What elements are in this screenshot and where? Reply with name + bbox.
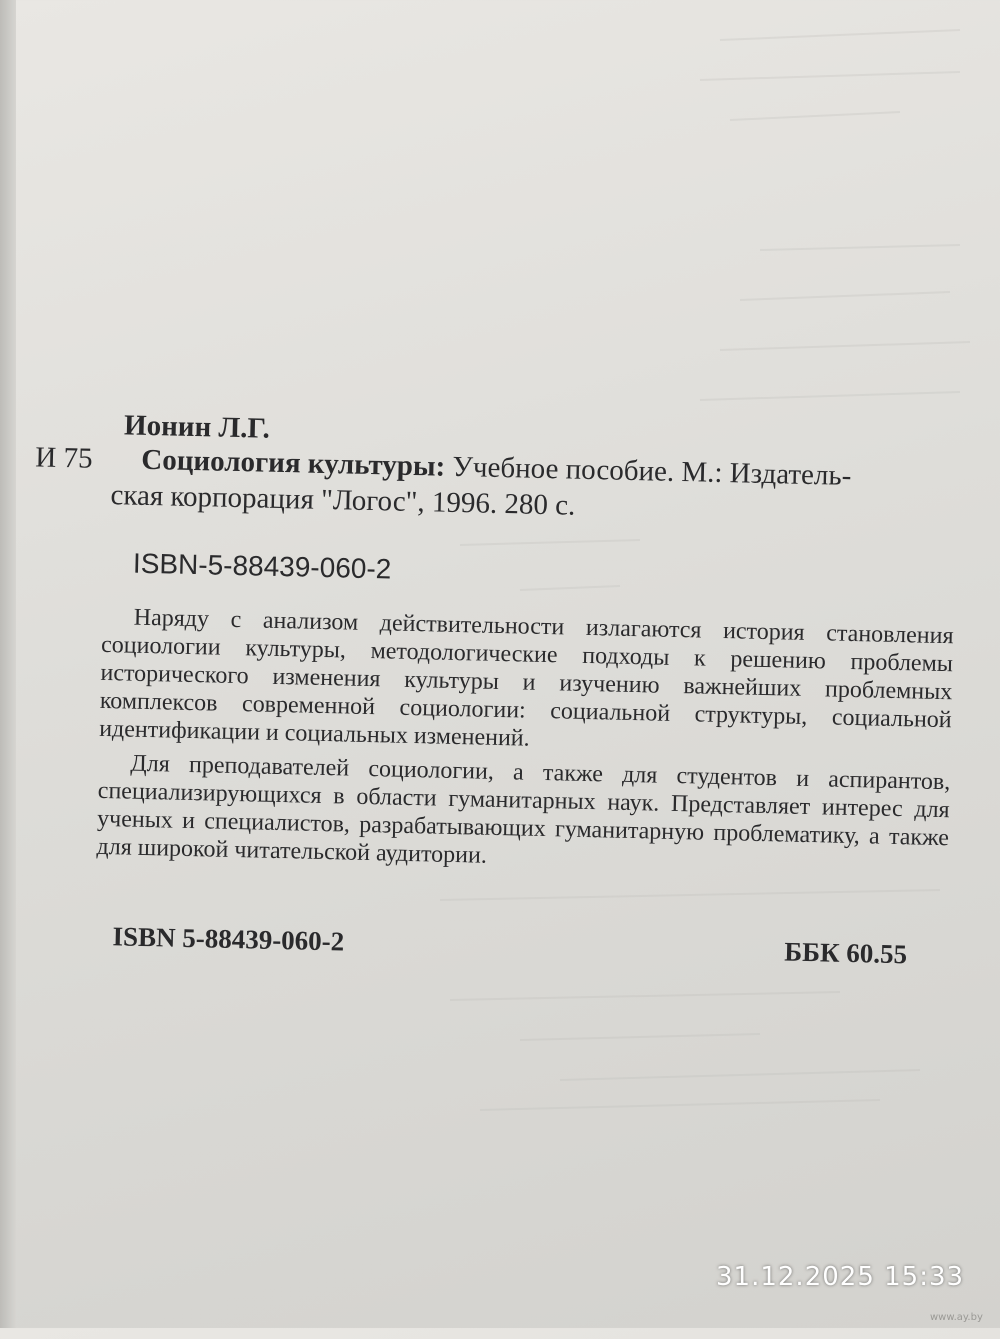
book-subtitle: Учебное пособие. М.: Издатель- — [444, 450, 852, 492]
photo-timestamp: 31.12.2025 15:33 — [716, 1262, 965, 1292]
isbn-bottom: ISBN 5-88439-060-2 — [112, 921, 345, 957]
site-watermark: www.ay.by — [930, 1312, 983, 1323]
publisher-imprint: ская корпорация "Логос", 1996. 280 с. — [110, 479, 576, 522]
author-name: Ионин Л.Г. — [123, 409, 271, 445]
bbk-code: ББК 60.55 — [784, 936, 908, 970]
audience-paragraph: Для преподавателей социологии, а также для студентов и аспирантов, специализирующихся в области гуманитарных наук. Представляет интерес для ученых и специалистов, разрабатывающих гуманитарную проблематику, а также для широкой читательской аудитории. — [96, 750, 951, 869]
book-title: Социология культуры: — [140, 443, 446, 483]
abstract-paragraph: Наряду с анализом действительности излагаются история становления социологии культуры, методологические подходы к решению проблемы исторического изменения культуры и изучению важнейших проблемных комплексов современной социологии: социальной структуры, социальной идентификации и социальных изменений. — [98, 604, 954, 752]
isbn-top: ISBN-5-88439-060-2 — [132, 547, 392, 585]
catalog-code: И 75 — [35, 441, 93, 475]
